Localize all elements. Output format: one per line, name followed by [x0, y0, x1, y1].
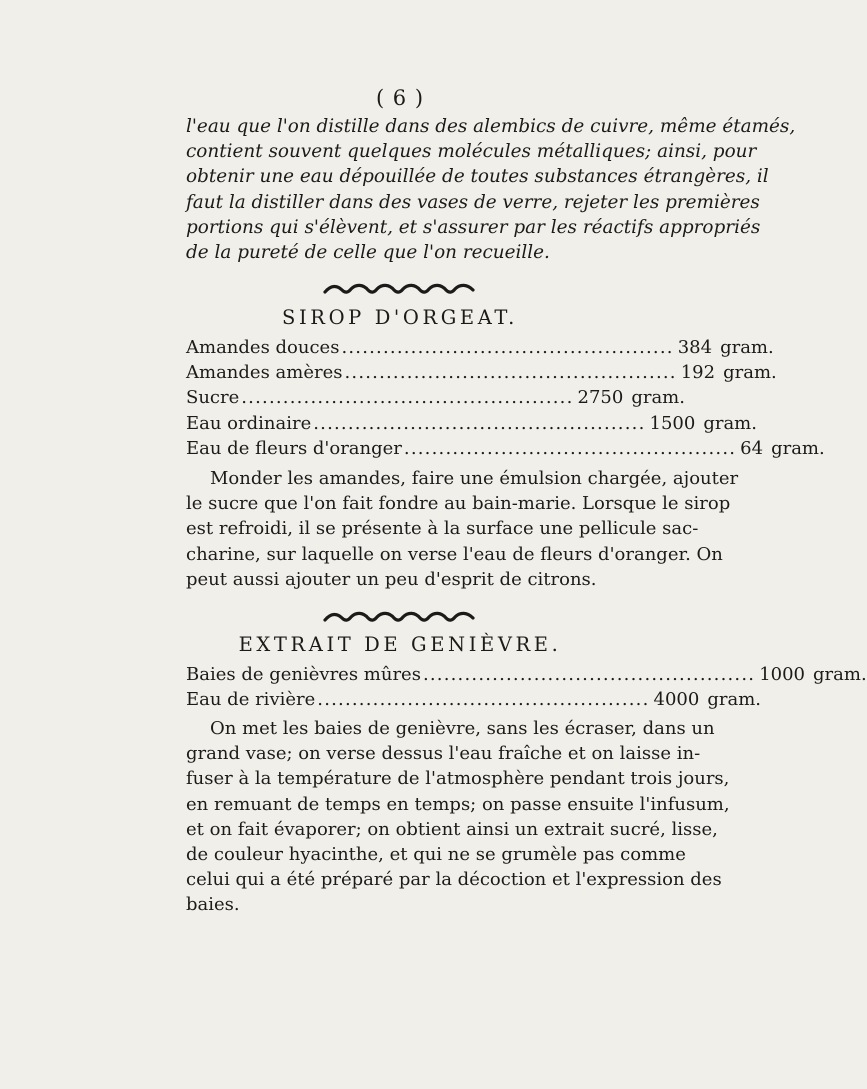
leader-dots: ................................................ [241, 387, 574, 409]
intro-line: de la pureté de celle que l'on recueille. [186, 242, 550, 264]
leader-dots: ................................................ [341, 337, 674, 358]
intro-line: contient souvent quelques molécules métalliques; ainsi, pour [186, 141, 757, 163]
wave-ornament-icon [323, 283, 477, 297]
ingredient-unit: gram. [813, 664, 867, 685]
paragraph-line: le sucre que l'on fait fondre au bain-marie. Lorsque le sirop [186, 493, 731, 515]
ingredient-row [186, 664, 867, 689]
ingredient-row [186, 437, 825, 463]
page-number: ( 6 ) [375, 86, 425, 110]
ingredient-name: Amandes douces [186, 337, 340, 358]
paragraph-line: baies. [186, 894, 240, 916]
ingredient-unit: gram. [631, 387, 685, 409]
intro-line: portions qui s'élèvent, et s'assurer par les réactifs appropriés [186, 216, 761, 238]
ingredient-name: Eau ordinaire [186, 412, 312, 434]
instructions-paragraph [186, 716, 730, 918]
section-title: EXTRAIT DE GENIÈVRE. [238, 633, 562, 656]
ingredient-quantity: 1500 [649, 412, 696, 434]
paragraph-line: celui qui a été préparé par la décoction et l'expression des [186, 869, 722, 891]
ingredient-unit: gram. [723, 362, 777, 384]
ingredient-row [186, 412, 757, 438]
intro-line: faut la distiller dans des vases de verre, rejeter les premières [186, 191, 760, 213]
intro-line: obtenir une eau dépouillée de toutes substances étrangères, il [186, 166, 769, 188]
leader-dots: ................................................ [403, 437, 737, 459]
ingredient-unit: gram. [707, 689, 761, 711]
ingredient-quantity: 2750 [577, 387, 624, 409]
paragraph-line: et on fait évaporer; on obtient ainsi un extrait sucré, lisse, [186, 818, 718, 840]
intro-line: l'eau que l'on distille dans des alembics de cuivre, même étamés, [186, 116, 796, 137]
leader-dots: ................................................ [313, 412, 646, 434]
paragraph-line: est refroidi, il se présente à la surface une pellicule sac- [186, 518, 699, 540]
ingredient-name: Baies de genièvres mûres [186, 664, 421, 685]
paragraph-line: Monder les amandes, faire une émulsion chargée, ajouter [210, 468, 739, 489]
ingredient-list [186, 664, 867, 714]
ingredient-name: Eau de rivière [186, 689, 316, 711]
paragraph-line: On met les baies de genièvre, sans les écraser, dans un [210, 718, 715, 739]
ingredient-quantity: 4000 [653, 689, 700, 711]
paragraph-line: fuser à la température de l'atmosphère pendant trois jours, [186, 768, 730, 790]
ingredient-unit: gram. [771, 437, 825, 459]
instructions-paragraph [186, 466, 739, 592]
wave-ornament-icon [323, 611, 477, 625]
ingredient-quantity: 192 [680, 362, 716, 384]
ornament-divider [0, 611, 800, 625]
paragraph-line: peut aussi ajouter un peu d'esprit de citrons. [186, 568, 597, 590]
ingredient-name: Eau de fleurs d'oranger [186, 437, 402, 459]
leader-dots: ................................................ [422, 664, 756, 685]
ingredient-row [186, 689, 761, 714]
ingredient-name: Sucre [186, 387, 240, 409]
ingredient-quantity: 1000 [759, 664, 806, 685]
ornament-divider [0, 283, 800, 297]
ingredient-unit: gram. [703, 412, 757, 434]
section-title: SIROP D'ORGEAT. [282, 306, 518, 329]
ingredient-row [186, 362, 777, 387]
ingredient-row [186, 337, 774, 362]
intro-paragraph [186, 114, 796, 265]
ingredient-row [186, 387, 685, 412]
paragraph-line: grand vase; on verse dessus l'eau fraîche et on laisse in- [186, 743, 701, 765]
ingredient-name: Amandes amères [186, 362, 343, 384]
leader-dots: ................................................ [344, 362, 677, 384]
paragraph-line: de couleur hyacinthe, et qui ne se grumèle pas comme [186, 844, 686, 866]
ingredient-quantity: 64 [740, 437, 764, 459]
ingredient-unit: gram. [720, 337, 774, 358]
paragraph-line: charine, sur laquelle on verse l'eau de fleurs d'oranger. On [186, 543, 723, 565]
ingredient-list [186, 337, 825, 463]
paragraph-line: en remuant de temps en temps; on passe ensuite l'infusum, [186, 793, 730, 815]
leader-dots: ................................................ [317, 689, 650, 711]
ingredient-quantity: 384 [677, 337, 713, 358]
